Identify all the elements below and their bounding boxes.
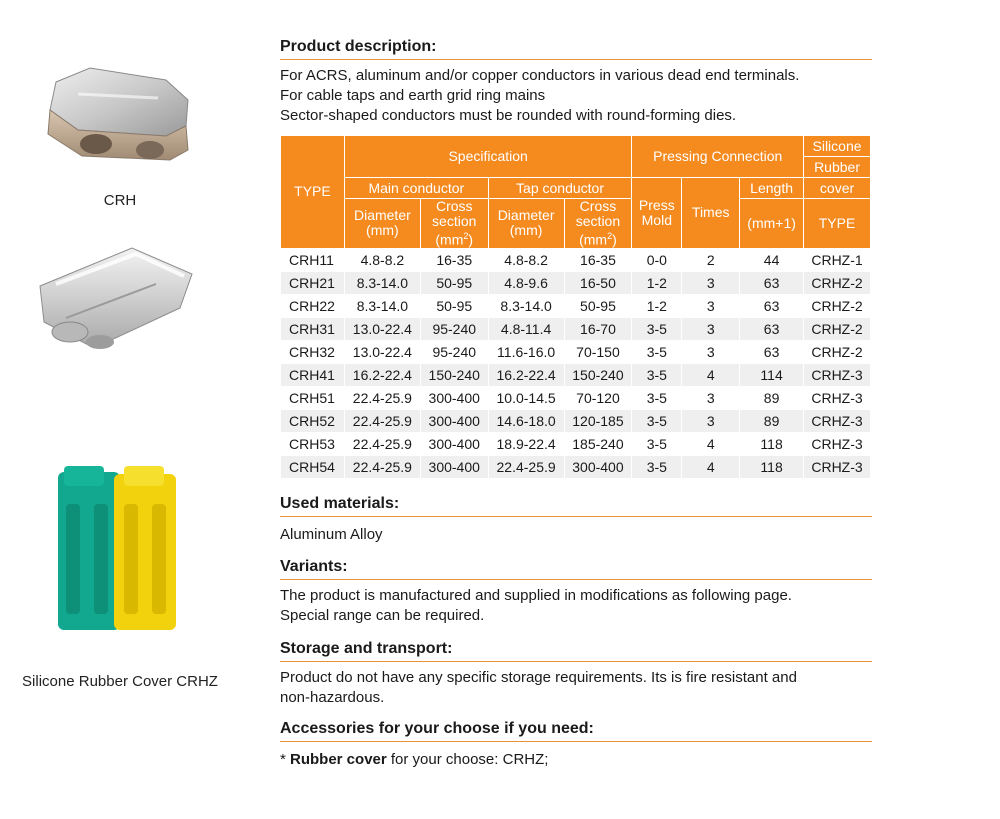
table-cell: 300-400 (420, 409, 488, 432)
table-cell: 16-35 (564, 248, 632, 271)
table-cell: 2 (682, 248, 740, 271)
row-type-cell: CRH41 (281, 363, 345, 386)
table-cell: 44 (740, 248, 804, 271)
storage-transport-heading: Storage and transport: (280, 640, 872, 662)
specification-table (280, 135, 871, 479)
table-cell: 300-400 (420, 386, 488, 409)
silicone-cover-caption: Silicone Rubber Cover CRHZ (22, 673, 218, 690)
table-cell: CRHZ-2 (804, 317, 871, 340)
type-header: TYPE (281, 136, 345, 249)
product-description-heading: Product description: (280, 38, 872, 60)
table-cell: 114 (740, 363, 804, 386)
table-cell: 0-0 (632, 248, 682, 271)
used-materials-heading: Used materials: (280, 495, 872, 517)
table-cell: CRHZ-2 (804, 340, 871, 363)
table-cell: 63 (740, 271, 804, 294)
table-cell: CRHZ-3 (804, 455, 871, 478)
table-cell: 13.0-22.4 (344, 317, 420, 340)
table-cell: 1-2 (632, 271, 682, 294)
table-row (281, 409, 871, 432)
table-cell: 3-5 (632, 363, 682, 386)
table-row (281, 386, 871, 409)
table-cell: 3-5 (632, 340, 682, 363)
table-cell: 89 (740, 409, 804, 432)
table-row (281, 248, 871, 271)
table-cell: 4.8-9.6 (488, 271, 564, 294)
table-cell: 22.4-25.9 (344, 409, 420, 432)
table-cell: 118 (740, 432, 804, 455)
table-row (281, 271, 871, 294)
accessories-heading: Accessories for your choose if you need: (280, 720, 872, 742)
storage-line: Product do not have any specific storage requirements. Its is fire resistant and (280, 668, 797, 686)
table-cell: 1-2 (632, 294, 682, 317)
row-type-cell: CRH11 (281, 248, 345, 271)
rubber-header: Rubber (804, 157, 871, 178)
table-cell: 63 (740, 294, 804, 317)
row-type-cell: CRH32 (281, 340, 345, 363)
table-row (281, 340, 871, 363)
row-type-cell: CRH22 (281, 294, 345, 317)
table-cell: 300-400 (420, 455, 488, 478)
crh-connector-side-image (36, 244, 198, 356)
table-cell: 8.3-14.0 (488, 294, 564, 317)
table-cell: CRHZ-1 (804, 248, 871, 271)
length-unit-header: (mm+1) (740, 199, 804, 249)
storage-transport-text (280, 668, 872, 708)
tap-cross-section-header: Cross section $(mm^2)$ (564, 199, 632, 249)
description-line: For cable taps and earth grid ring mains (280, 87, 546, 104)
table-cell: 3-5 (632, 386, 682, 409)
cover-header: cover (804, 178, 871, 199)
variants-line: The product is manufactured and supplied in modifications as following page. (280, 586, 792, 604)
table-cell: 16.2-22.4 (488, 363, 564, 386)
table-cell: 150-240 (420, 363, 488, 386)
table-cell: 150-240 (564, 363, 632, 386)
table-cell: 4.8-8.2 (344, 248, 420, 271)
length-header: Length (740, 178, 804, 199)
table-cell: 50-95 (564, 294, 632, 317)
table-cell: 3-5 (632, 432, 682, 455)
table-cell: 22.4-25.9 (344, 386, 420, 409)
table-cell: 4 (682, 455, 740, 478)
variants-line: Special range can be required. (280, 606, 485, 624)
table-cell: CRHZ-3 (804, 386, 871, 409)
row-type-cell: CRH31 (281, 317, 345, 340)
product-images-column (0, 0, 260, 819)
table-cell: 4.8-8.2 (488, 248, 564, 271)
table-cell: 8.3-14.0 (344, 294, 420, 317)
row-type-cell: CRH52 (281, 409, 345, 432)
crh-caption: CRH (103, 192, 137, 209)
table-cell: 50-95 (420, 271, 488, 294)
table-cell: 300-400 (420, 432, 488, 455)
table-cell: 22.4-25.9 (344, 432, 420, 455)
table-cell: CRHZ-3 (804, 409, 871, 432)
main-cross-section-header: Cross section $(mm^2)$ (420, 199, 488, 249)
table-cell: 185-240 (564, 432, 632, 455)
table-cell: 3-5 (632, 409, 682, 432)
table-cell: 118 (740, 455, 804, 478)
table-cell: 89 (740, 386, 804, 409)
product-details (280, 38, 872, 770)
crh-connector-image (38, 64, 203, 176)
press-mold-header: Press Mold (632, 178, 682, 249)
table-cell: 3-5 (632, 455, 682, 478)
table-cell: 3 (682, 340, 740, 363)
table-cell: CRHZ-2 (804, 294, 871, 317)
row-type-cell: CRH51 (281, 386, 345, 409)
pressing-connection-header: Pressing Connection (632, 136, 804, 178)
table-cell: 4.8-11.4 (488, 317, 564, 340)
table-cell: CRHZ-2 (804, 271, 871, 294)
silicone-rubber-cover-image (54, 464, 178, 634)
table-cell: 4 (682, 363, 740, 386)
table-cell: 8.3-14.0 (344, 271, 420, 294)
used-materials-text: Aluminum Alloy (280, 525, 383, 543)
table-cell: CRHZ-3 (804, 432, 871, 455)
table-cell: 63 (740, 340, 804, 363)
table-cell: 3 (682, 294, 740, 317)
main-conductor-header: Main conductor (344, 178, 488, 199)
accessories-text: * Rubber cover for your choose: CRHZ; (280, 750, 549, 768)
storage-line: non-hazardous. (280, 688, 385, 706)
description-line: For ACRS, aluminum and/or copper conductors in various dead end terminals. (280, 67, 800, 84)
main-diameter-header: Diameter (mm) (344, 199, 420, 249)
tap-diameter-header: Diameter (mm) (488, 199, 564, 249)
table-cell: 18.9-22.4 (488, 432, 564, 455)
table-cell: 95-240 (420, 340, 488, 363)
specification-table-body (281, 248, 871, 478)
table-row (281, 455, 871, 478)
table-row (281, 294, 871, 317)
row-type-cell: CRH53 (281, 432, 345, 455)
table-row (281, 363, 871, 386)
table-row (281, 432, 871, 455)
table-cell: 70-120 (564, 386, 632, 409)
table-cell: 22.4-25.9 (488, 455, 564, 478)
table-cell: 13.0-22.4 (344, 340, 420, 363)
table-cell: 16-35 (420, 248, 488, 271)
times-header: Times (682, 178, 740, 249)
table-cell: 11.6-16.0 (488, 340, 564, 363)
table-cell: 3-5 (632, 317, 682, 340)
row-type-cell: CRH21 (281, 271, 345, 294)
table-cell: 4 (682, 432, 740, 455)
table-cell: 16.2-22.4 (344, 363, 420, 386)
table-cell: 63 (740, 317, 804, 340)
table-cell: 22.4-25.9 (344, 455, 420, 478)
table-cell: CRHZ-3 (804, 363, 871, 386)
table-cell: 300-400 (564, 455, 632, 478)
specification-header: Specification (344, 136, 631, 178)
variants-heading: Variants: (280, 558, 872, 580)
table-cell: 3 (682, 386, 740, 409)
table-cell: 16-70 (564, 317, 632, 340)
tap-conductor-header: Tap conductor (488, 178, 632, 199)
table-cell: 10.0-14.5 (488, 386, 564, 409)
silicone-header: Silicone (804, 136, 871, 157)
table-cell: 16-50 (564, 271, 632, 294)
table-cell: 14.6-18.0 (488, 409, 564, 432)
table-cell: 70-150 (564, 340, 632, 363)
table-row (281, 317, 871, 340)
table-cell: 120-185 (564, 409, 632, 432)
row-type-cell: CRH54 (281, 455, 345, 478)
variants-text (280, 586, 872, 626)
product-description-text (280, 66, 872, 126)
table-cell: 3 (682, 409, 740, 432)
table-cell: 50-95 (420, 294, 488, 317)
description-line: Sector-shaped conductors must be rounded with round-forming dies. (280, 107, 737, 124)
table-cell: 3 (682, 317, 740, 340)
rubber-cover-label: Rubber cover (290, 750, 387, 768)
table-cell: 95-240 (420, 317, 488, 340)
table-cell: 3 (682, 271, 740, 294)
cover-type-header: TYPE (804, 199, 871, 249)
